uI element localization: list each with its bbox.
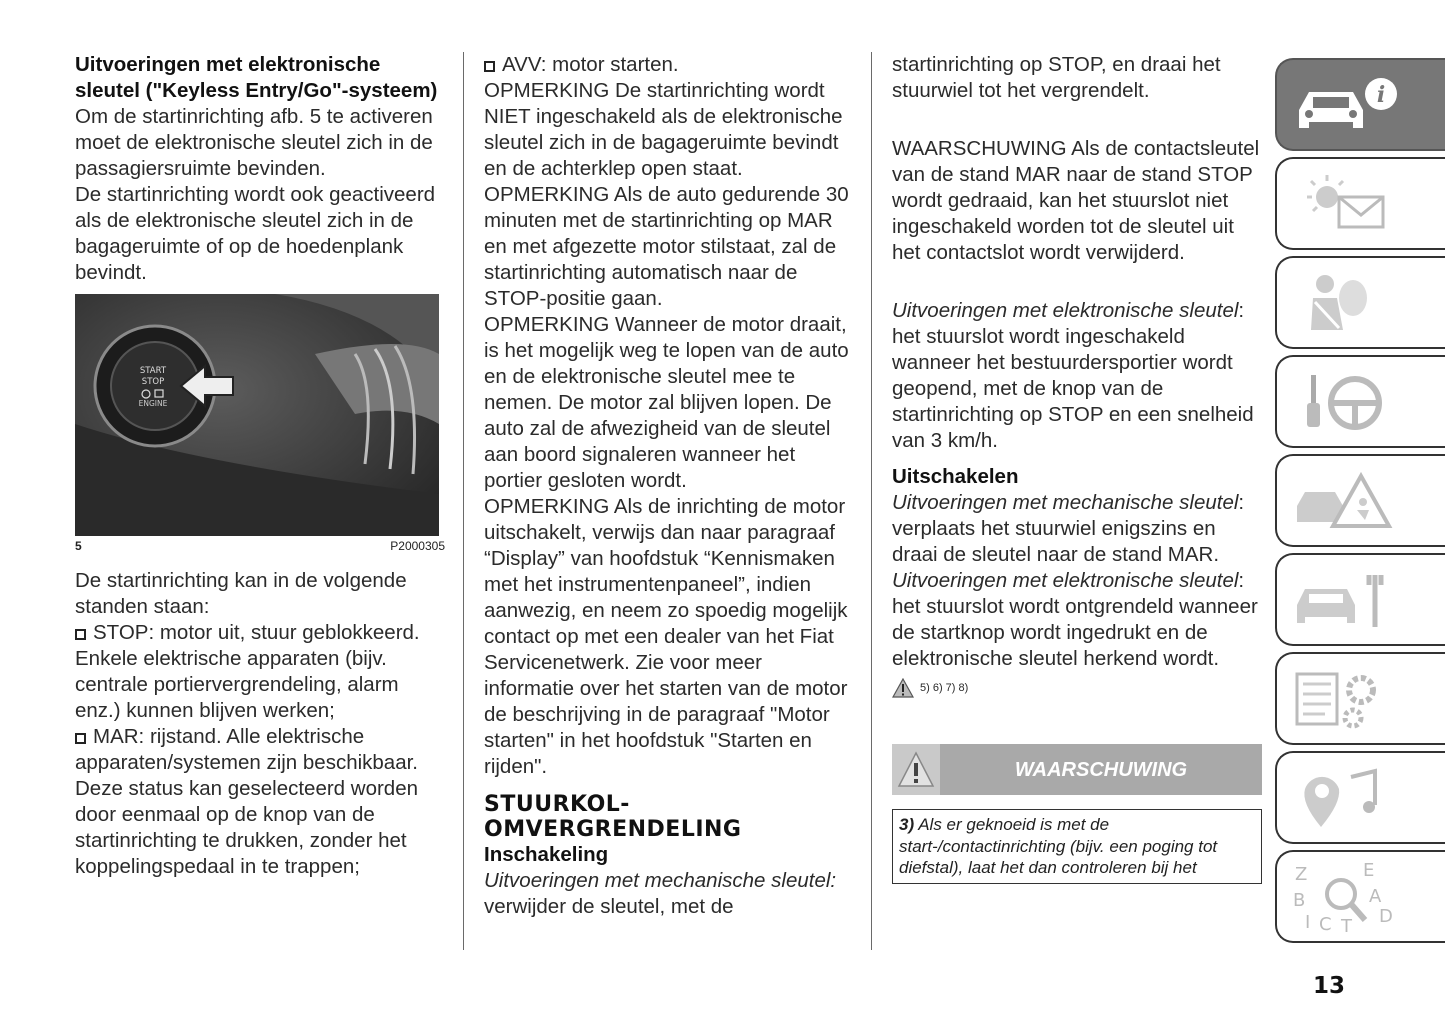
bullet-square-icon (75, 733, 86, 744)
tab-key-steering[interactable] (1275, 355, 1445, 448)
tab-maintenance[interactable] (1275, 553, 1445, 646)
note: OPMERKING Wanneer de motor draait, is het mogelijk weg te lopen van de auto en de elektronische sleutel mee te nemen. De motor zal blijven lopen. De auto zal de afwezigheid van de sleutel aan boord signaleren wanneer het portier gesloten wordt. (484, 313, 849, 492)
warning-box: 3) Als er geknoeid is met de start-/contactinrichting (bijv. een poging tot diefstal), laat het dan controleren bij het (892, 809, 1262, 884)
svg-text:Z: Z (1295, 863, 1308, 885)
list-item-mar: MAR: rijstand. Alle elektrische apparaten/systemen zijn beschikbaar. Deze status kan geselecteerd worden door eenmaal op de knop van de startinrichting te drukken, zonder het koppelingspedaal in te trappen; (75, 725, 419, 878)
svg-text:B: B (1293, 889, 1306, 911)
svg-text:D: D (1379, 905, 1393, 927)
column-divider (463, 52, 464, 950)
warning-icon (892, 744, 940, 795)
section-heading-keyless: Uitvoeringen met elektronische sleutel ("Keyless Entry/Go"-systeem) (75, 53, 438, 102)
figure-caption (75, 538, 445, 554)
paragraph: Uitvoeringen met elektronische sleutel: het stuurslot wordt ingeschakeld wanneer het bestuurdersportier wordt geopend, met de knop van de startinrichting op STOP en een snelheid van 3 km/h. (892, 299, 1254, 452)
svg-text:C: C (1319, 913, 1332, 932)
tab-safety[interactable] (1275, 256, 1445, 349)
subheading-uitschakelen: Uitschakelen (892, 465, 1019, 488)
car-info-icon (1291, 70, 1401, 140)
column-3 (892, 52, 1262, 884)
subheading-inschakeling: Inschakeling (484, 843, 609, 866)
warning-lights-icon (1291, 169, 1401, 239)
paragraph: Uitvoeringen met mechanische sleutel: verwijder de sleutel, met de (484, 869, 837, 918)
key-steering-icon (1291, 367, 1401, 437)
warning-paragraph: WAARSCHUWING Als de contactsleutel van de stand MAR naar de stand STOP wordt gedraaid, kan het stuurslot niet ingeschakeld worden tot de sleutel uit het contactslot wordt verwijderd. (892, 137, 1260, 264)
bullet-square-icon (75, 629, 86, 640)
tab-car-info[interactable] (1275, 58, 1445, 151)
button-label-engine: ENGINE (138, 399, 168, 408)
emergency-icon (1291, 466, 1401, 536)
tab-multimedia[interactable] (1275, 751, 1445, 844)
column-divider (871, 52, 872, 950)
paragraph: De startinrichting wordt ook geactiveerd als de elektronische sleutel zich in de bagageruimte of op de hoedenplank bevindt. (75, 183, 436, 284)
list-item-stop: STOP: motor uit, stuur geblokkeerd. Enkele elektrische apparaten (bijv. centrale portiervergrendeling, alarm enz.) kunnen blijven werken; (75, 621, 420, 722)
list-item-avv: AVV: motor starten. (484, 52, 856, 78)
figure-number: 5 (75, 539, 82, 553)
safety-airbag-icon (1291, 268, 1401, 338)
paragraph: De startinrichting kan in de volgende standen staan: (75, 569, 407, 618)
button-label-stop: STOP (141, 377, 165, 387)
paragraph: startinrichting op STOP, en draai het stuurwiel tot het vergrendelt. (892, 53, 1221, 102)
figure-code: P2000305 (390, 539, 445, 553)
column-2 (484, 52, 856, 920)
tab-technical-data[interactable] (1275, 652, 1445, 745)
bullet-square-icon (484, 61, 495, 72)
figure-start-button (75, 294, 439, 536)
svg-text:A: A (1369, 885, 1382, 907)
note: OPMERKING Als de inrichting de motor uitschakelt, verwijs dan naar paragraaf “Display” van hoofdstuk “Kennismaken met het instrumentenpaneel”, indien aanwezig, en neem zo spoedig mogelijk contact op met een dealer van het Fiat Servicenetwerk. Zie voor meer informatie over het starten van de motor de beschrijving in de paragraaf "Motor starten" in het hoofdstuk "Starten en rijden". (484, 495, 848, 778)
note: OPMERKING Als de auto gedurende 30 minuten met de startinrichting op MAR en met afgezette motor stilstaat, zal de startinrichting automatisch naar de STOP-positie gaan. (484, 183, 849, 310)
section-heading-steering-lock: STUURKOL- OMVERGRENDELING (484, 792, 742, 842)
index-icon (1291, 862, 1401, 932)
svg-text:T: T (1341, 915, 1352, 932)
tab-emergency[interactable] (1275, 454, 1445, 547)
paragraph: Om de startinrichting afb. 5 te activeren moet de elektronische sleutel zich in de passagiersruimte bevinden. (75, 105, 433, 180)
warning-references: 5) 6) 7) 8) (892, 678, 1262, 698)
warning-banner (892, 744, 1262, 795)
technical-data-icon (1291, 664, 1401, 734)
maintenance-icon (1291, 565, 1401, 635)
svg-text:I: I (1305, 911, 1311, 932)
paragraph: Uitvoeringen met mechanische sleutel: verplaats het stuurwiel enigszins en draai de sleutel naar de stand MAR. (892, 491, 1245, 566)
svg-text:i: i (1376, 81, 1386, 108)
warning-triangle-icon (892, 678, 914, 698)
page-number: 13 (1313, 973, 1346, 999)
button-label-start: START (139, 366, 167, 376)
multimedia-icon (1291, 763, 1401, 833)
tab-warning-lights[interactable] (1275, 157, 1445, 250)
tab-index[interactable] (1275, 850, 1445, 943)
paragraph: Uitvoeringen met elektronische sleutel: het stuurslot wordt ontgrendeld wanneer de startknop wordt ingedrukt en de elektronische sleutel herkend wordt. (892, 569, 1258, 670)
column-1 (75, 52, 445, 880)
note: OPMERKING De startinrichting wordt NIET ingeschakeld als de elektronische sleutel zich in de bagageruimte bevindt en de achterklep open staat. (484, 79, 843, 180)
warning-banner-label: WAARSCHUWING (1014, 758, 1188, 781)
svg-text:E: E (1363, 861, 1375, 881)
